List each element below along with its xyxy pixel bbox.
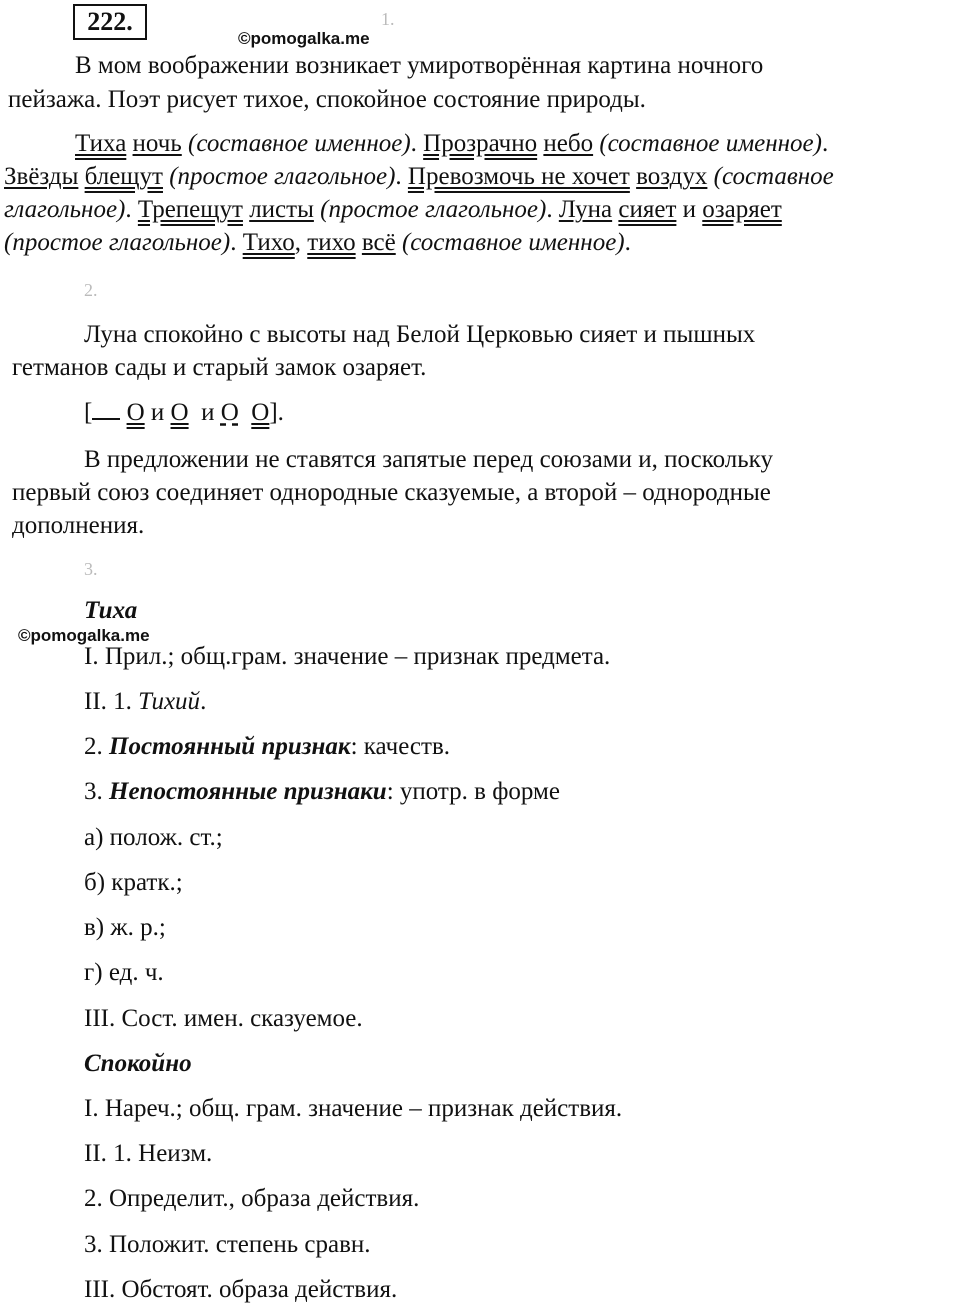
predicate: Тиха [75, 130, 127, 157]
scheme-conjunction: и [150, 399, 165, 426]
section-2-number: 2. [84, 280, 98, 300]
analysis-point: III. Сост. имен. сказуемое. [84, 1005, 363, 1032]
predicate-type: (простое глагольное) [4, 229, 231, 256]
task-number: 222. [73, 4, 147, 40]
predicate-type: (составное именное) [188, 130, 411, 157]
initial-form: Тихий [138, 688, 201, 715]
subject: всё [361, 229, 396, 256]
scheme-predicate: О [170, 399, 189, 426]
predicate: Прозрачно [423, 130, 538, 157]
predicate-type: глагольное) [4, 196, 126, 223]
predicate: блещут [84, 163, 163, 190]
scheme-predicate: О [251, 399, 270, 426]
word-title-spokoyno: Спокойно [84, 1050, 192, 1077]
predicate-type: (составное именное) [401, 229, 625, 256]
scheme-object: О [220, 399, 239, 426]
watermark-middle: ©pomogalka.me [18, 626, 150, 645]
analysis-point [84, 733, 450, 761]
predicate-type: (составное именное) [599, 130, 822, 157]
explanation-line-1: В предложении не ставятся запятые перед союзами и, поскольку [84, 446, 773, 473]
point-label: Непостоянные признаки [109, 778, 387, 805]
predicate: озаряет [702, 196, 782, 223]
point-label: Постоянный признак [109, 733, 351, 760]
predicate-type: (простое глагольное) [320, 196, 547, 223]
analysis-line-3: глагольное). Трепещут листы (простое глагольное). Луна сияет и озаряет [4, 196, 782, 223]
sentence-scheme: [ О и О и О О]. [84, 399, 284, 426]
analysis-point: 2. Определит., образа действия. [84, 1185, 420, 1212]
predicate: Превозмочь не хочет [407, 163, 630, 190]
subject: небо [543, 130, 594, 157]
predicate-type: (составное [713, 163, 834, 190]
subject: воздух [636, 163, 708, 190]
analysis-point: II. 1. Неизм. [84, 1140, 213, 1167]
point-number: 3. [84, 778, 103, 805]
predicate: Трепещут [137, 196, 243, 223]
analysis-point: III. Обстоят. образа действия. [84, 1276, 398, 1303]
word-title-tikha: Тиха [84, 597, 138, 624]
subject: ночь [132, 130, 182, 157]
analysis-subpoint: в) ж. р.; [84, 914, 166, 941]
point-value: : качеств. [350, 733, 451, 760]
point-value: : употр. в форме [386, 778, 560, 805]
predicate-type: (простое глагольное) [169, 163, 396, 190]
analysis-subpoint: а) полож. ст.; [84, 824, 223, 851]
analysis-line-1: Тиха ночь (составное именное). Прозрачно небо (составное именное). [75, 130, 829, 157]
point-number: 2. [84, 733, 103, 760]
subject: Звёзды [4, 163, 79, 190]
predicate: тихо [307, 229, 356, 256]
subject: Луна [558, 196, 613, 223]
analysis-point: I. Прил.; общ.грам. значение – признак предмета. [84, 643, 611, 670]
sentence-line-1: Луна спокойно с высоты над Белой Церковью сияет и пышных [84, 321, 756, 348]
explanation-line-2: первый союз соединяет однородные сказуемые, а второй – однородные [12, 479, 771, 506]
predicate: Тихо [242, 229, 295, 256]
predicate: сияет [618, 196, 677, 223]
sentence-line-2: гетманов сады и старый замок озаряет. [12, 354, 427, 381]
analysis-subpoint: г) ед. ч. [84, 959, 164, 986]
explanation-line-3: дополнения. [12, 512, 145, 539]
analysis-point: 3. Положит. степень сравн. [84, 1231, 371, 1258]
analysis-point: I. Нареч.; общ. грам. значение – признак действия. [84, 1095, 623, 1122]
point-number: II. 1. [84, 688, 132, 715]
scheme-conjunction: и [201, 399, 215, 426]
intro-line-2: пейзажа. Поэт рисует тихое, спокойное состояние природы. [8, 86, 646, 113]
conjunction: и [682, 196, 697, 223]
analysis-subpoint: б) кратк.; [84, 869, 183, 896]
analysis-line-2: Звёзды блещут (простое глагольное). Превозмочь не хочет воздух (составное [4, 163, 834, 190]
analysis-point [84, 778, 560, 806]
scheme-predicate: О [126, 399, 145, 426]
section-1-number: 1. [381, 9, 395, 29]
analysis-line-4: (простое глагольное). Тихо, тихо всё (составное именное). [4, 229, 631, 256]
watermark-top: ©pomogalka.me [238, 29, 370, 48]
subject: листы [249, 196, 314, 223]
analysis-point: II. 1. Тихий. [84, 688, 207, 715]
intro-line-1: В мом воображении возникает умиротворённая картина ночного [75, 52, 764, 79]
scheme-subject-line [92, 400, 120, 420]
section-3-number: 3. [84, 559, 98, 579]
